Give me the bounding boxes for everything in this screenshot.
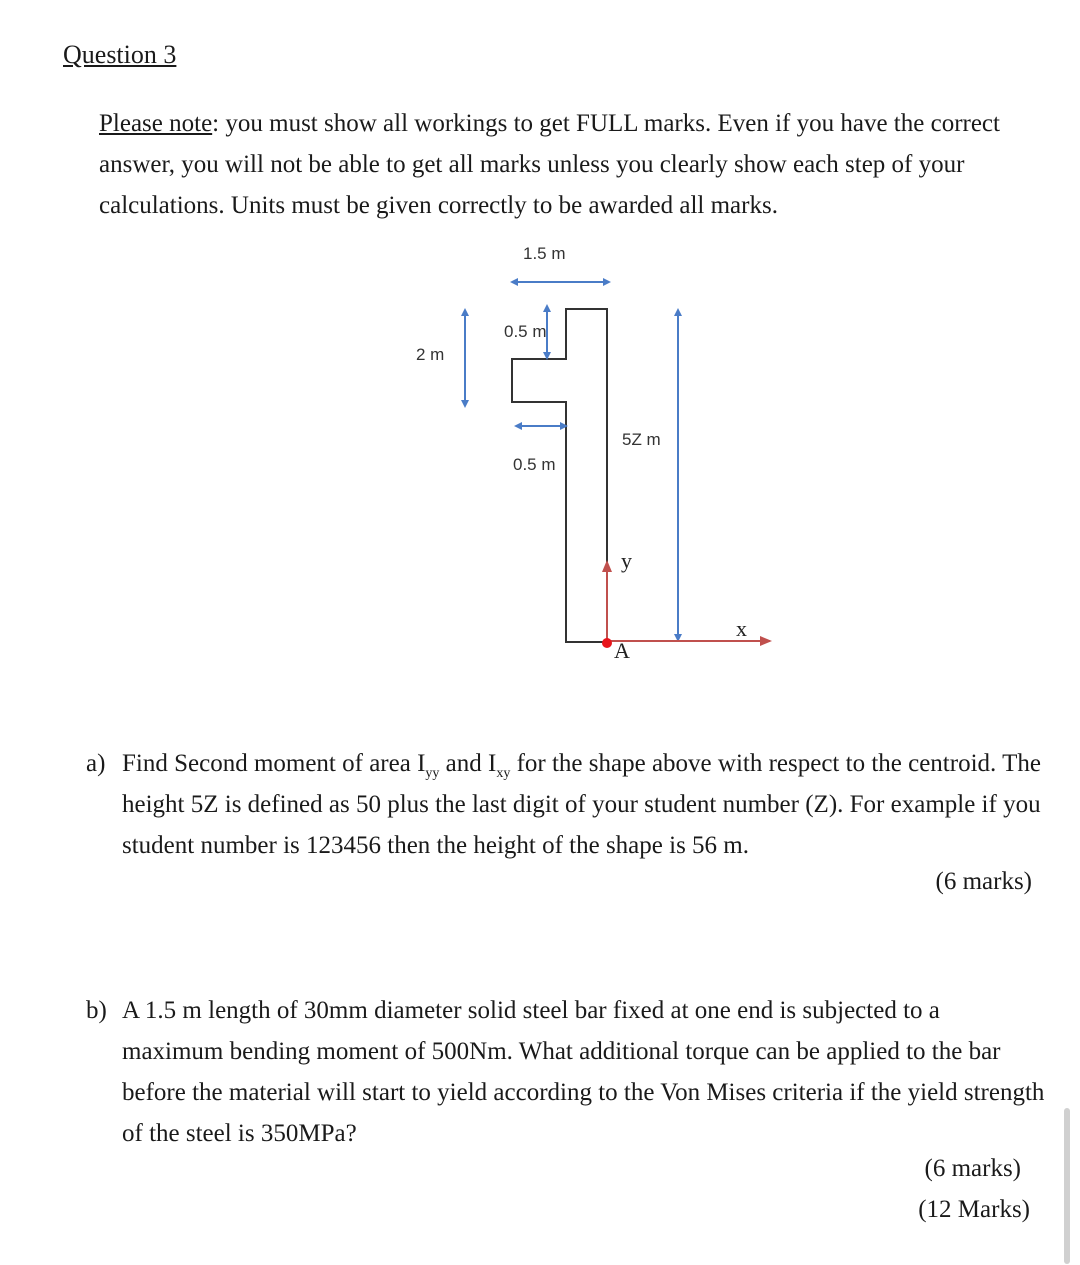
instructions-note bbox=[99, 103, 1039, 226]
part-a bbox=[86, 743, 1046, 866]
flange-dimension-label: 0.5 m bbox=[504, 322, 547, 341]
shape-diagram bbox=[400, 232, 800, 672]
note-label: Please note bbox=[99, 110, 213, 137]
question-heading: Question 3 bbox=[63, 40, 177, 69]
scrollbar[interactable] bbox=[1064, 1108, 1070, 1264]
left-dimension-label: 2 m bbox=[416, 345, 445, 364]
width-dimension-label: 1.5 m bbox=[523, 244, 566, 263]
part-a-sub-yy: yy bbox=[425, 766, 440, 781]
part-a-marks: (6 marks) bbox=[935, 868, 1032, 895]
web-dimension-label: 0.5 m bbox=[513, 455, 556, 474]
total-marks: (12 Marks) bbox=[918, 1196, 1030, 1223]
part-a-sub-xy: xy bbox=[496, 766, 511, 781]
y-axis-label: y bbox=[621, 548, 632, 573]
part-a-text-3: for the shape above with respect to the centroid. The height 5Z is defined as 50 plus the last digit of your student number (Z). For example if you student number is 123456 then the height of the shape is 56 m. bbox=[122, 750, 1041, 859]
part-b-text: A 1.5 m length of 30mm diameter solid steel bar fixed at one end is subjected to a maximum bending moment of 500Nm. What additional torque can be applied to the bar before the material will start to yield according to the Von Mises criteria if the yield strength of the steel is 350MPa? bbox=[122, 997, 1045, 1147]
shape-outline bbox=[512, 309, 607, 642]
part-b-label: b) bbox=[86, 997, 107, 1024]
shape-diagram-svg bbox=[400, 232, 800, 672]
x-axis-label: x bbox=[736, 616, 747, 641]
part-a-label: a) bbox=[86, 750, 106, 777]
height-dimension-label: 5Z m bbox=[622, 430, 661, 449]
note-text: : you must show all workings to get FULL marks. Even if you have the correct answer, you will not be able to get all marks unless you clearly show each step of your calculations. Units must be given correctly to be awarded all marks. bbox=[99, 110, 1000, 219]
point-a-label: A bbox=[614, 638, 630, 663]
part-a-text bbox=[122, 743, 1046, 866]
part-a-text-1: Find Second moment of area I bbox=[122, 750, 426, 777]
part-a-text-2: and I bbox=[439, 750, 497, 777]
point-a-marker bbox=[602, 638, 612, 648]
part-b bbox=[86, 990, 1046, 1154]
part-b-marks: (6 marks) bbox=[924, 1155, 1021, 1182]
